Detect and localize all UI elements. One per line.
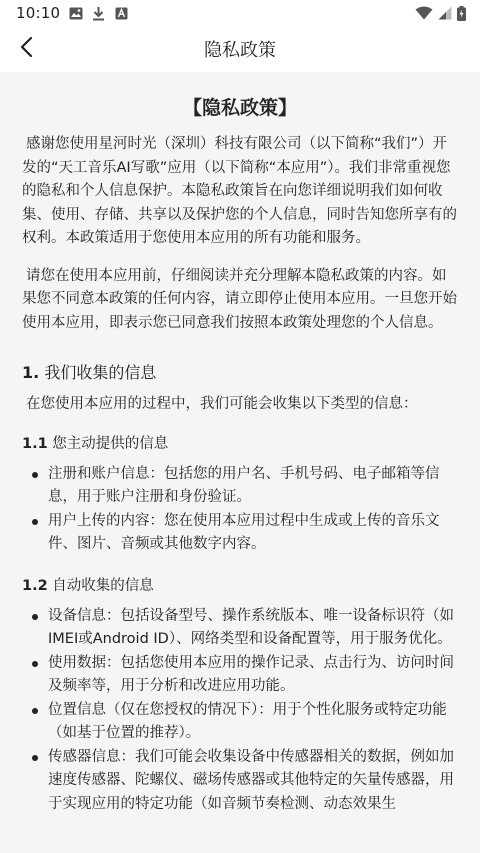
page-title: 隐私政策 [204, 40, 276, 61]
bullet-dot-icon [32, 519, 38, 525]
subsection-title: 您主动提供的信息 [52, 435, 169, 452]
list-item-text: 注册和账户信息：包括您的用户名、手机号码、电子邮箱等信息，用于账户注册和身份验证。 [48, 465, 440, 505]
list-item [48, 463, 458, 510]
list-item-text: 传感器信息：我们可能会收集设备中传感器相关的数据，例如加速度传感器、陀螺仪、磁场传感器或其他特定的矢量传感器，用于实现应用的特定功能（如音频节奏检测、动态效果生 [48, 748, 454, 812]
status-right [415, 6, 466, 21]
list-item-text: 使用数据：包括您使用本应用的操作记录、点击行为、访问时间及频率等，用于分析和改进应用功能。 [48, 654, 454, 694]
section-number: 1. [22, 363, 40, 382]
list-item [48, 652, 458, 699]
section-intro: 在您使用本应用的过程中，我们可能会收集以下类型的信息： [26, 396, 418, 412]
app-icon [114, 6, 129, 21]
list-item-text: 位置信息（仅在您授权的情况下）：用于个性化服务或特定功能（如基于位置的推荐）。 [48, 701, 447, 741]
intro-paragraph-1: 感谢您使用星河时光（深圳）科技有限公司（以下简称“我们”）开发的“天工音乐AI写歌”应用（以下简称“本应用”）。我们非常重视您的隐私和个人信息保护。本隐私政策旨在向您详细说明我们如何收集、使用、存储、共享以及保护您的个人信息，同时告知您所享有的权利。本政策适用于您使用本应用的所有功能和服务。 [22, 136, 457, 246]
section-title: 我们收集的信息 [44, 363, 157, 382]
policy-content[interactable] [0, 72, 480, 853]
document-title: 【隐私政策】 [182, 97, 297, 119]
download-icon [91, 6, 106, 21]
list-item [48, 510, 458, 557]
list-item [48, 605, 458, 652]
subsection-title: 自动收集的信息 [52, 577, 154, 594]
bullet-dot-icon [32, 472, 38, 478]
bullet-dot-icon [32, 708, 38, 714]
signal-icon [437, 6, 452, 21]
list-item [48, 699, 458, 746]
bullet-list-1-2 [22, 605, 458, 817]
subsection-heading-1-2 [22, 575, 458, 597]
image-icon [68, 6, 83, 21]
back-button[interactable] [10, 33, 42, 65]
policy-content-inner [0, 72, 480, 816]
chevron-left-icon [19, 36, 33, 62]
nav-bar [0, 26, 480, 72]
bullet-list-1-1 [22, 463, 458, 557]
wifi-icon [415, 6, 433, 21]
intro-paragraph-2: 请您在使用本应用前，仔细阅读并充分理解本隐私政策的内容。如果您不同意本政策的任何内容，请立即停止使用本应用。一旦您开始使用本应用，即表示您已同意我们按照本政策处理您的个人信息。 [22, 267, 457, 331]
status-left [16, 4, 129, 22]
status-bar [0, 0, 480, 26]
subsection-heading-1-1 [22, 433, 458, 455]
bullet-dot-icon [32, 614, 38, 620]
bullet-dot-icon [32, 755, 38, 761]
status-time: 10:10 [16, 4, 61, 22]
subsection-number: 1.2 [22, 577, 48, 594]
list-item [48, 746, 458, 817]
section-heading-1 [22, 361, 458, 385]
bullet-dot-icon [32, 661, 38, 667]
list-item-text: 用户上传的内容：您在使用本应用过程中生成或上传的音乐文件、图片、音频或其他数字内容。 [48, 512, 440, 552]
subsection-number: 1.1 [22, 435, 48, 452]
battery-icon [456, 6, 466, 21]
list-item-text: 设备信息：包括设备型号、操作系统版本、唯一设备标识符（如IMEI或Android ID）、网络类型和设备配置等，用于服务优化。 [48, 607, 454, 647]
